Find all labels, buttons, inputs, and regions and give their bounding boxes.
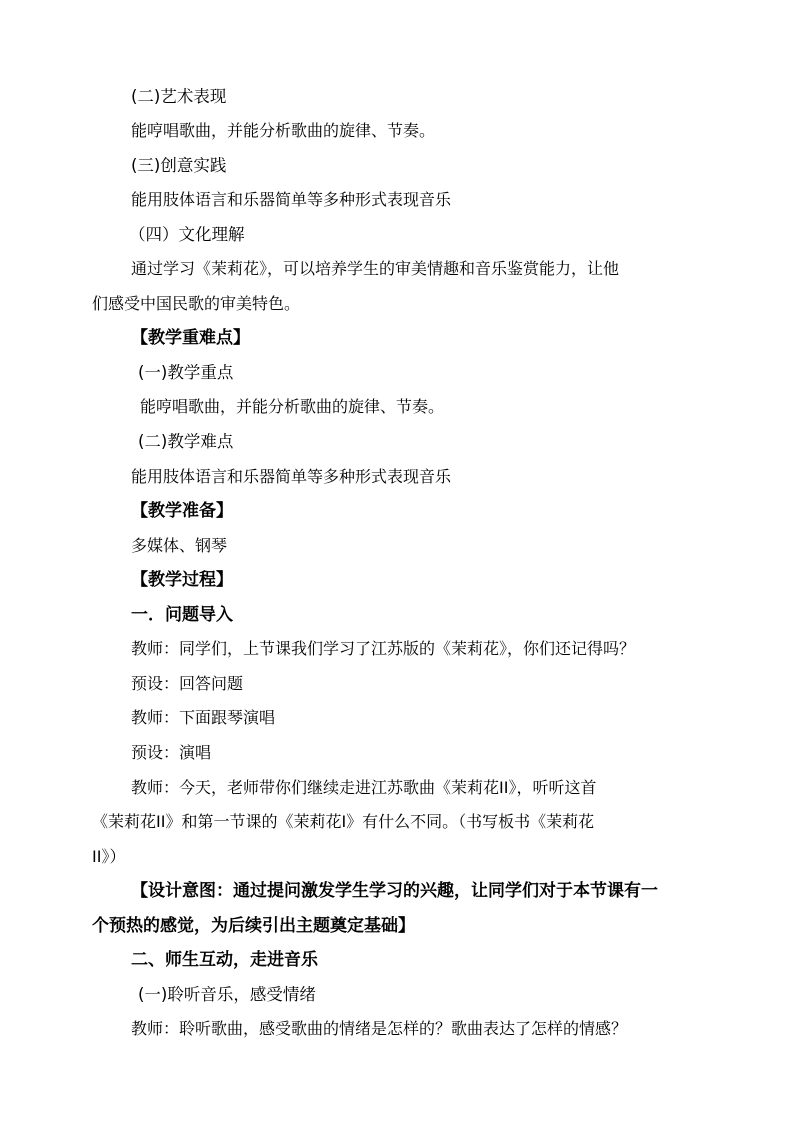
paragraph-line: 们感受中国民歌的审美特色。 (92, 294, 301, 313)
paragraph-line: 《茉莉花II》和第一节课的《茉莉花I》有什么不同。（书写板书《茉莉花 (92, 812, 595, 831)
paragraph-line: 通过学习《茉莉花》，可以培养学生的审美情趣和音乐鉴赏能力，让他 (131, 259, 620, 278)
subheading-question-introduction: 一．问题导入 (131, 605, 233, 625)
section-heading-teacher-student-interaction: 二、师生互动，走进音乐 (131, 950, 318, 970)
paragraph-line: 能哼唱歌曲，并能分析歌曲的旋律、节奏。 (131, 121, 436, 140)
design-intent-note: 【设计意图：通过提问激发学生学习的兴趣，让同学们对于本节课有一 (131, 881, 658, 901)
subheading-artistic-expression: (二)艺术表现 (131, 87, 227, 106)
paragraph-line: 教师：下面跟琴演唱 (131, 708, 276, 727)
subheading-teaching-focus: (一)教学重点 (138, 363, 234, 382)
subheading-teaching-difficulty: (二)教学难点 (138, 432, 234, 451)
paragraph-line: 能用肢体语言和乐器简单等多种形式表现音乐 (131, 190, 452, 209)
paragraph-line: 能哼唱歌曲，并能分析歌曲的旋律、节奏。 (140, 397, 445, 416)
design-intent-note: 个预热的感觉，为后续引出主题奠定基础】 (92, 916, 415, 936)
paragraph-line: 教师：今天，老师带你们继续走进江苏歌曲《茉莉花II》，听听这首 (131, 778, 597, 797)
paragraph-line: 能用肢体语言和乐器简单等多种形式表现音乐 (131, 467, 452, 486)
subheading-cultural-understanding: （四）文化理解 (129, 225, 245, 244)
paragraph-line: 预设：演唱 (131, 743, 212, 762)
paragraph-line: II》） (92, 847, 126, 866)
paragraph-line: 教师：同学们，上节课我们学习了江苏版的《茉莉花》，你们还记得吗？ (131, 639, 636, 658)
section-heading-teaching-process: 【教学过程】 (131, 570, 233, 590)
section-heading-teaching-preparation: 【教学准备】 (131, 501, 233, 521)
subheading-creative-practice: (三)创意实践 (131, 156, 227, 175)
section-heading-key-difficult-points: 【教学重难点】 (131, 328, 250, 348)
paragraph-line: 多媒体、钢琴 (131, 536, 228, 555)
paragraph-line: 预设：回答问题 (131, 674, 244, 693)
subheading-listen-to-music: (一)聆听音乐，感受情绪 (138, 985, 316, 1004)
paragraph-line: 教师：聆听歌曲，感受歌曲的情绪是怎样的？歌曲表达了怎样的情感？ (131, 1019, 628, 1038)
